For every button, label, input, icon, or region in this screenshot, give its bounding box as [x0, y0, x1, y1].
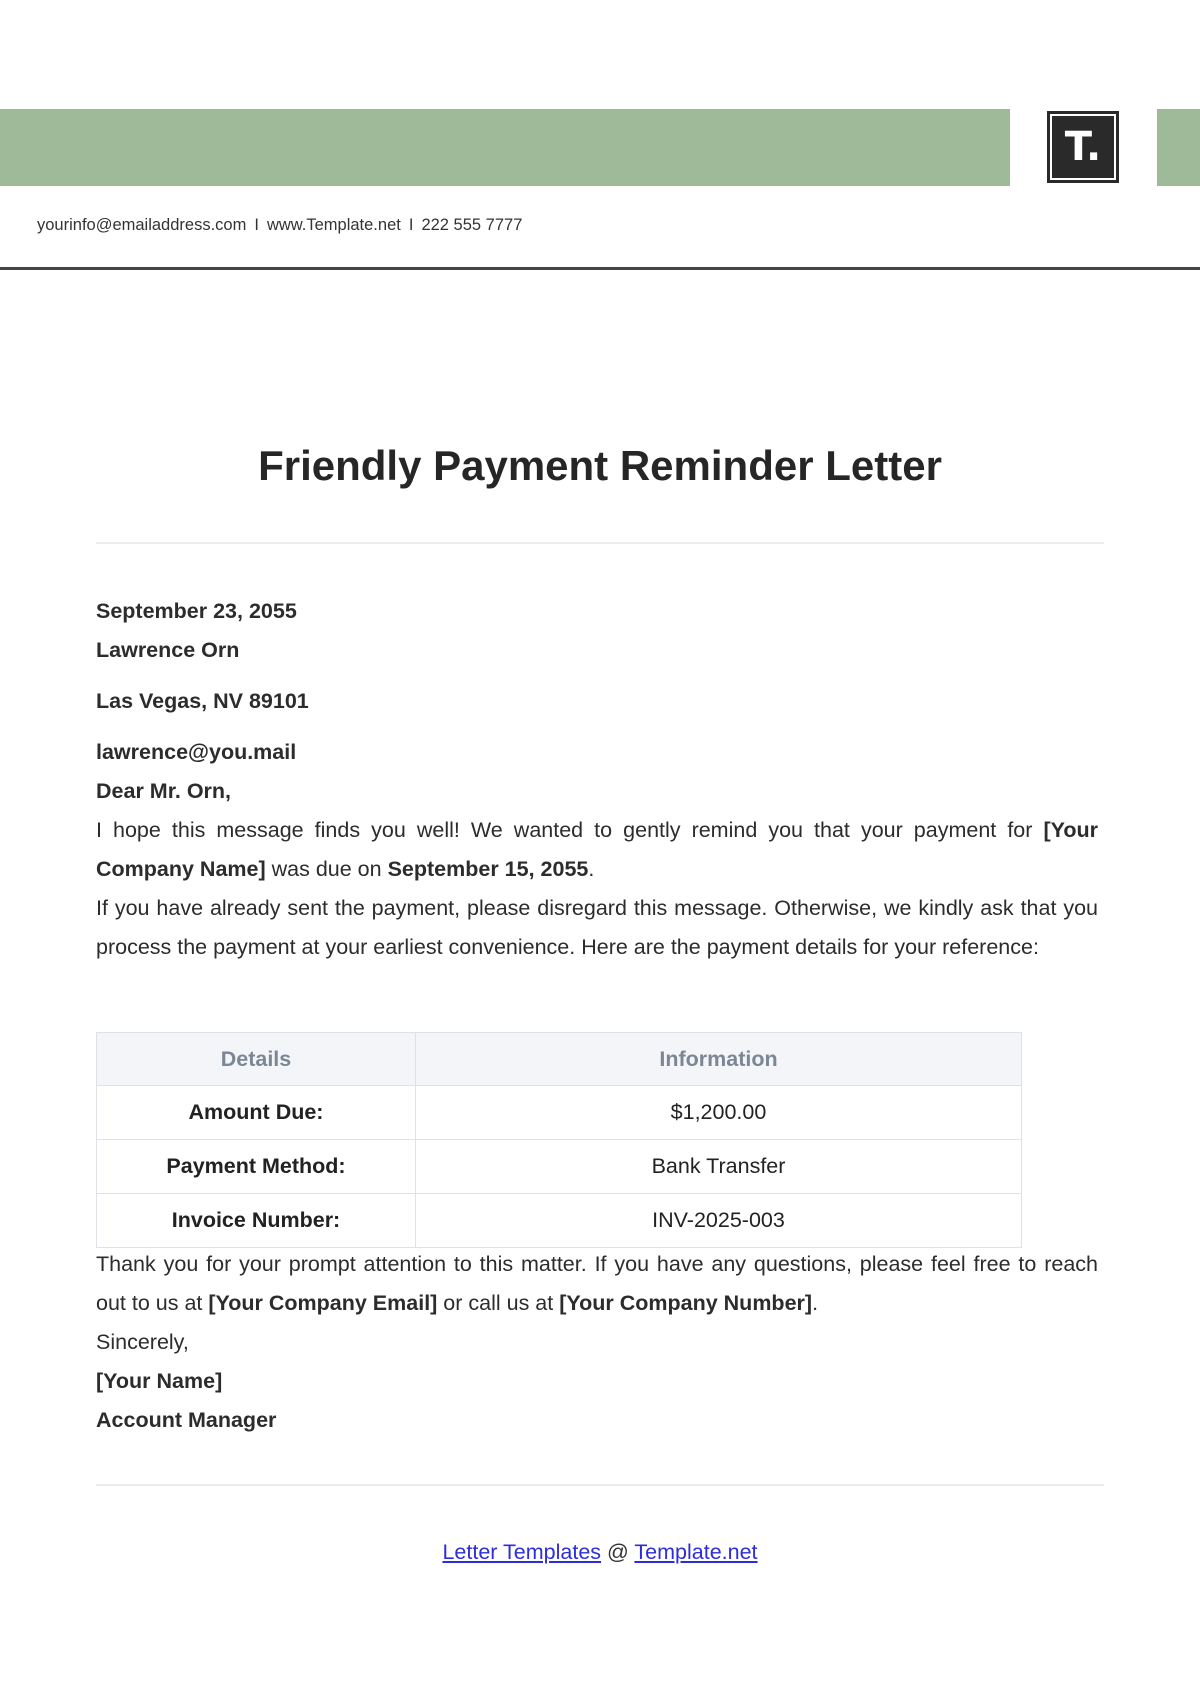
paragraph-thanks [96, 1245, 1098, 1323]
table-header-row [97, 1033, 1022, 1086]
row-value: $1,200.00 [416, 1086, 1022, 1140]
intro-text: I hope this message finds you well! We wanted to gently remind you that your payment for [96, 818, 1044, 842]
row-value: Bank Transfer [416, 1140, 1022, 1194]
intro-text-due: was due on [265, 857, 388, 881]
table-row [97, 1086, 1022, 1140]
template-logo [1047, 111, 1119, 183]
company-name-placeholder: [Your Company Name] [96, 818, 1098, 881]
contact-line [37, 216, 522, 235]
company-number-placeholder: [Your Company Number] [559, 1291, 813, 1315]
payment-details-table [96, 1032, 1022, 1248]
footer-divider [96, 1484, 1104, 1486]
contact-email: yourinfo@emailaddress.com [37, 216, 247, 234]
column-header-details: Details [97, 1033, 416, 1086]
footer-at: @ [601, 1540, 635, 1564]
contact-separator: I [254, 216, 259, 234]
table-row [97, 1140, 1022, 1194]
row-value: INV-2025-003 [416, 1194, 1022, 1248]
row-label: Invoice Number: [97, 1194, 416, 1248]
recipient-address: Las Vegas, NV 89101 [96, 689, 309, 713]
template-net-link[interactable]: Template.net [634, 1540, 758, 1564]
contact-phone: 222 555 7777 [421, 216, 523, 234]
footer [0, 1540, 1200, 1565]
company-email-placeholder: [Your Company Email] [208, 1291, 438, 1315]
contact-separator: I [408, 216, 414, 234]
recipient-email: lawrence@you.mail [96, 740, 297, 764]
signature-name: [Your Name] [96, 1369, 223, 1393]
row-label: Payment Method: [97, 1140, 416, 1194]
recipient-name: Lawrence Orn [96, 638, 240, 662]
row-label: Amount Due: [97, 1086, 416, 1140]
salutation: Dear Mr. Orn, [96, 779, 232, 803]
thanks-text-call: or call us at [437, 1291, 560, 1315]
closing: Sincerely, [96, 1330, 189, 1354]
thanks-text-end: . [812, 1291, 819, 1315]
table-row [97, 1194, 1022, 1248]
title-divider [96, 542, 1104, 544]
header-band-right [1157, 109, 1200, 186]
letter-date: September 23, 2055 [96, 599, 297, 623]
contact-website: www.Template.net [266, 216, 401, 234]
thanks-text: Thank you for your prompt attention to this matter. If you have any questions, please feel free to reach out to us at [96, 1252, 1098, 1315]
column-header-information: Information [416, 1033, 1022, 1086]
intro-text-end: . [588, 857, 595, 881]
signature-title: Account Manager [96, 1408, 277, 1432]
header-divider [0, 267, 1200, 270]
paragraph-request: If you have already sent the payment, please disregard this message. Otherwise, we kindly ask that you process the payment at your earliest convenience. Here are the payment details for your reference: [96, 896, 1098, 959]
page-title: Friendly Payment Reminder Letter [258, 442, 942, 489]
header-band-left [0, 109, 1010, 186]
due-date: September 15, 2055 [387, 857, 589, 881]
paragraph-intro [96, 811, 1098, 889]
logo-letter: T. [1064, 124, 1102, 170]
letter-templates-link[interactable]: Letter Templates [442, 1540, 602, 1564]
